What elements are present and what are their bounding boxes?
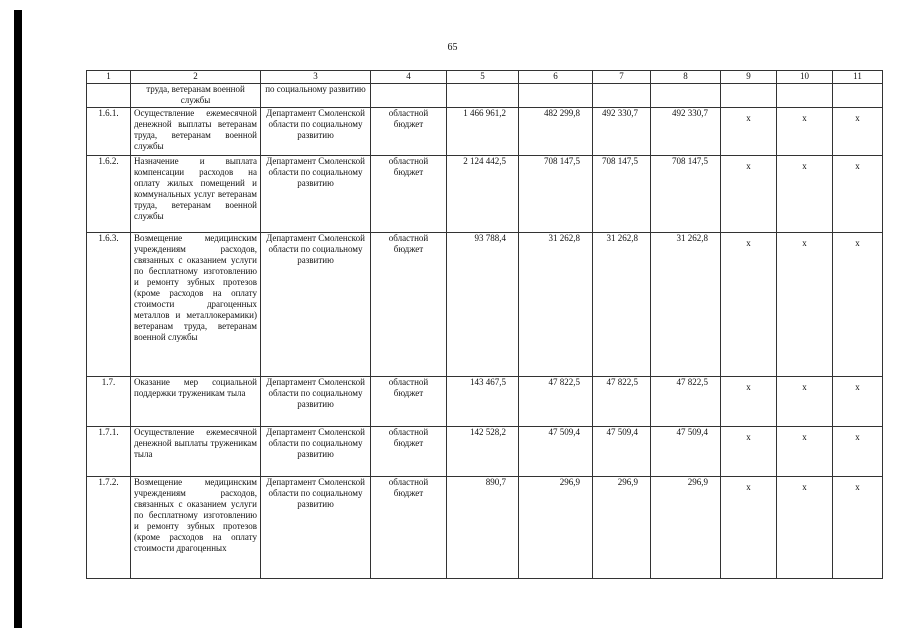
row-year-1: 482 299,8 [519,108,593,156]
row-budget: областной бюджет [371,377,447,427]
binding-bar [14,10,22,628]
row-col9: х [721,156,777,233]
row-year-3: 31 262,8 [651,233,721,377]
row-department: Департамент Смоленской области по социальному развитию [261,377,371,427]
row-description: Оказание мер социальной поддержки труженикам тыла [131,377,261,427]
budget-table [86,70,883,579]
row-total: 1 466 961,2 [447,108,519,156]
row-total: 142 528,2 [447,427,519,477]
row-department: Департамент Смоленской области по социальному развитию [261,108,371,156]
header-cell: 7 [593,71,651,84]
row-department: Департамент Смоленской области по социальному развитию [261,477,371,579]
page-number: 65 [447,42,458,53]
row-budget: областной бюджет [371,108,447,156]
row-year-1: 47 509,4 [519,427,593,477]
row-department: по социальному развитию [261,84,371,108]
row-total: 890,7 [447,477,519,579]
row-year-3: 492 330,7 [651,108,721,156]
row-col11: х [833,477,883,579]
row-description: Осуществление ежемесячной денежной выплаты труженикам тыла [131,427,261,477]
row-year-2: 296,9 [593,477,651,579]
row-col10: х [777,427,833,477]
row-total [447,84,519,108]
row-year-3: 47 509,4 [651,427,721,477]
row-col10: х [777,477,833,579]
row-year-1: 296,9 [519,477,593,579]
header-cell: 5 [447,71,519,84]
row-col11: х [833,156,883,233]
header-cell: 11 [833,71,883,84]
header-cell: 10 [777,71,833,84]
row-year-1: 708 147,5 [519,156,593,233]
row-number [87,84,131,108]
row-year-2 [593,84,651,108]
header-cell: 2 [131,71,261,84]
table-row [87,233,883,377]
row-col10 [777,84,833,108]
row-col9: х [721,377,777,427]
row-number: 1.6.1. [87,108,131,156]
header-cell: 9 [721,71,777,84]
row-col11 [833,84,883,108]
row-col10: х [777,377,833,427]
row-department: Департамент Смоленской области по социальному развитию [261,427,371,477]
header-row [87,71,883,84]
row-year-2: 31 262,8 [593,233,651,377]
row-year-2: 47 509,4 [593,427,651,477]
header-cell: 1 [87,71,131,84]
row-description: Назначение и выплата компенсации расходов на оплату жилых помещений и коммунальных услуг ветеранам труда, ветеранам военной службы [131,156,261,233]
row-description: Возмещение медицинским учреждениям расходов, связанных с оказанием услуги по бесплатному изготовлению и ремонту зубных протезов (кроме расходов на оплату стоимости драгоценных металлов и металлокерамики) ветеранам труда, ветеранам военной службы [131,233,261,377]
row-col9: х [721,108,777,156]
row-year-3: 47 822,5 [651,377,721,427]
row-year-3: 296,9 [651,477,721,579]
row-total: 143 467,5 [447,377,519,427]
row-number: 1.6.2. [87,156,131,233]
row-description: труда, ветеранам военной службы [131,84,261,108]
header-cell: 6 [519,71,593,84]
row-description: Осуществление ежемесячной денежной выплаты ветеранам труда, ветеранам военной службы [131,108,261,156]
table-row [87,156,883,233]
row-total: 93 788,4 [447,233,519,377]
row-year-3 [651,84,721,108]
row-number: 1.6.3. [87,233,131,377]
header-cell: 3 [261,71,371,84]
row-col9: х [721,477,777,579]
row-department: Департамент Смоленской области по социальному развитию [261,233,371,377]
row-col10: х [777,108,833,156]
row-year-2: 492 330,7 [593,108,651,156]
table-row [87,477,883,579]
table-row [87,108,883,156]
table-row [87,427,883,477]
row-description: Возмещение медицинским учреждениям расходов, связанных с оказанием услуги по бесплатному изготовлению и ремонту зубных протезов (кроме расходов на оплату стоимости драгоценных [131,477,261,579]
row-col11: х [833,108,883,156]
row-number: 1.7.1. [87,427,131,477]
row-col11: х [833,233,883,377]
row-col11: х [833,377,883,427]
row-budget: областной бюджет [371,156,447,233]
row-year-1: 31 262,8 [519,233,593,377]
row-total: 2 124 442,5 [447,156,519,233]
row-col10: х [777,233,833,377]
row-year-1: 47 822,5 [519,377,593,427]
table-row [87,84,883,108]
table-row [87,377,883,427]
row-col10: х [777,156,833,233]
row-budget [371,84,447,108]
row-number: 1.7. [87,377,131,427]
header-cell: 8 [651,71,721,84]
row-year-2: 47 822,5 [593,377,651,427]
row-col9: х [721,233,777,377]
row-col9: х [721,427,777,477]
row-year-2: 708 147,5 [593,156,651,233]
header-cell: 4 [371,71,447,84]
row-year-1 [519,84,593,108]
row-col9 [721,84,777,108]
row-number: 1.7.2. [87,477,131,579]
row-budget: областной бюджет [371,477,447,579]
row-department: Департамент Смоленской области по социальному развитию [261,156,371,233]
row-budget: областной бюджет [371,427,447,477]
row-budget: областной бюджет [371,233,447,377]
row-col11: х [833,427,883,477]
row-year-3: 708 147,5 [651,156,721,233]
